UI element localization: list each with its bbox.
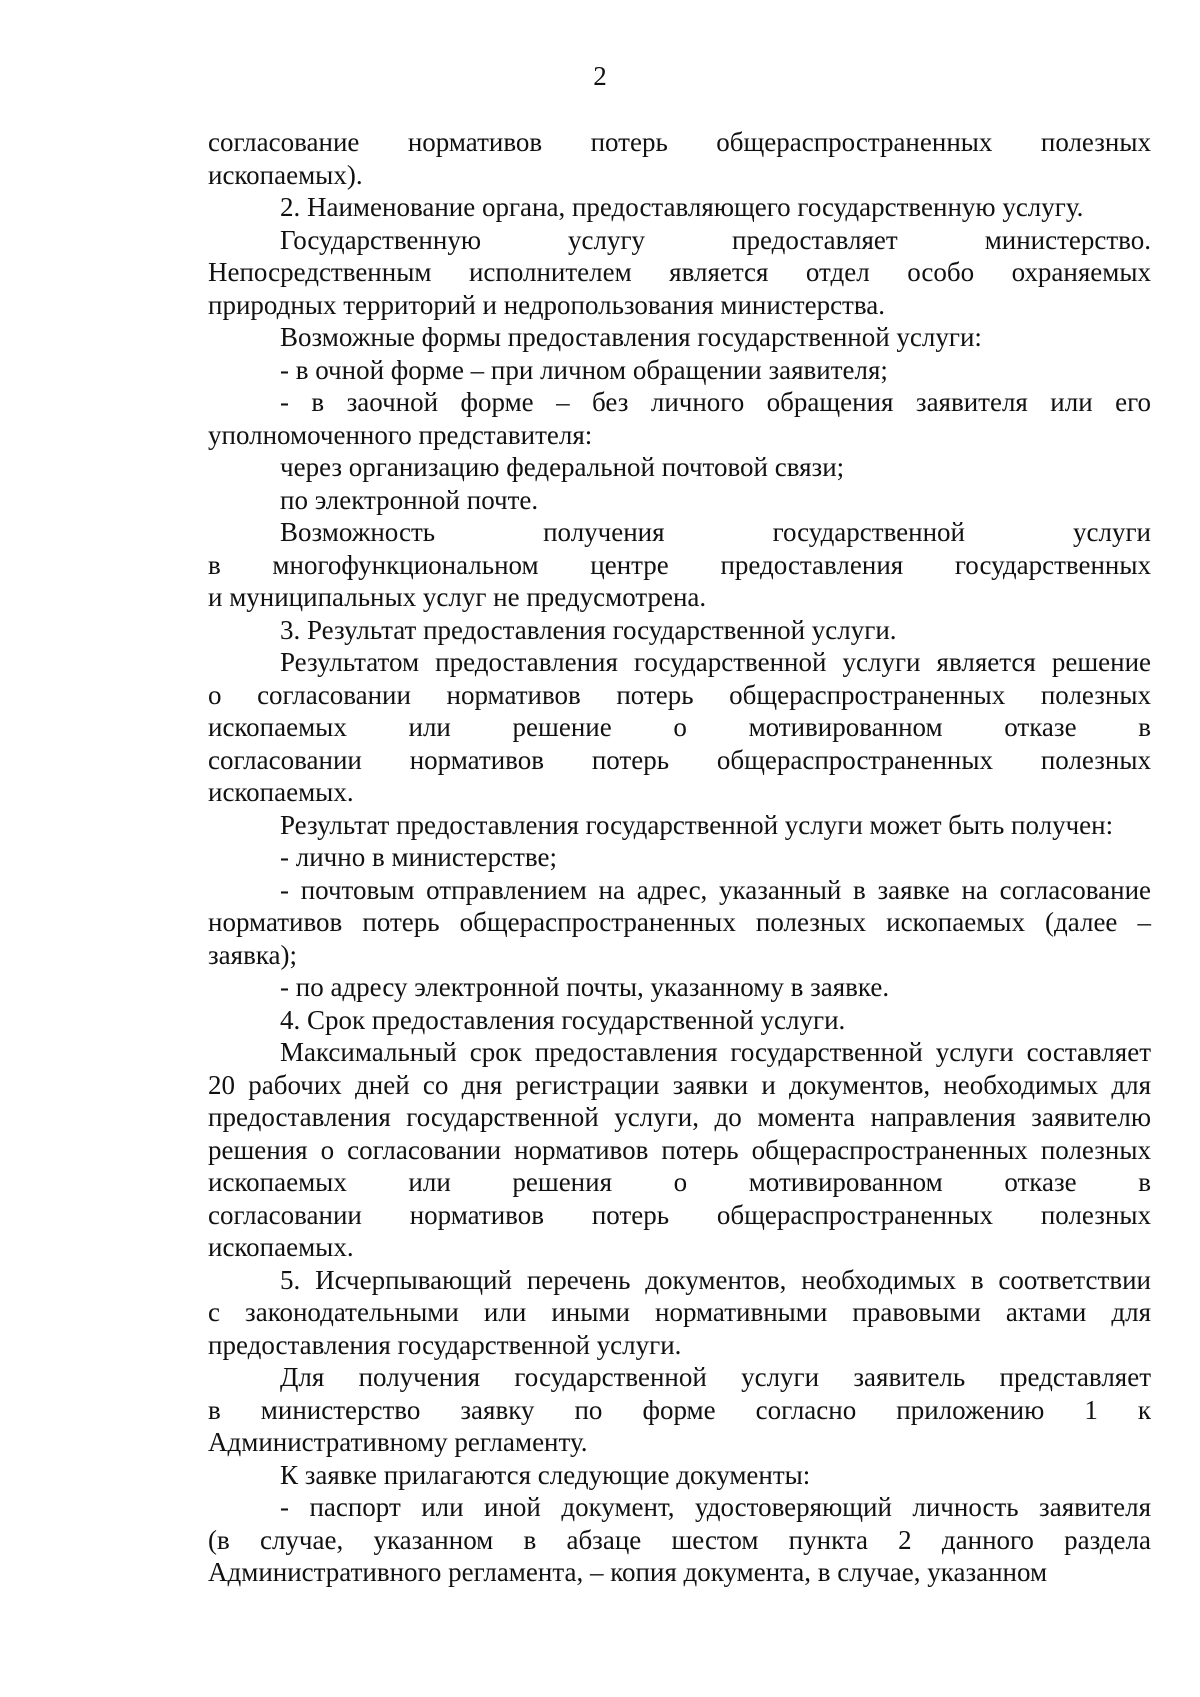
text-line: природных территорий и недропользования министерства. (208, 289, 885, 320)
text-line: Возможность получения государственной услуги (280, 517, 1151, 547)
text-line: и муниципальных услуг не предусмотрена. (208, 582, 707, 612)
paragraph (208, 224, 1151, 322)
text-line: Результатом предоставления государственной услуги является решение (280, 647, 1151, 677)
paragraph (208, 1361, 1151, 1459)
text-line: ископаемых. (208, 1232, 354, 1262)
text-line: Административному регламенту. (208, 1427, 588, 1457)
page-number: 2 (593, 61, 607, 91)
text-line: ископаемых или решения о мотивированном отказе в (208, 1167, 1151, 1197)
paragraph (208, 841, 1151, 874)
paragraph (208, 191, 1151, 224)
paragraph (208, 1264, 1151, 1362)
text-line: Максимальный срок предоставления государственной услуги составляет (280, 1037, 1151, 1067)
paragraph (208, 809, 1151, 842)
text-line: 20 рабочих дней со дня регистрации заявки и документов, необходимых для (208, 1069, 1151, 1100)
text-line: 5. Исчерпывающий перечень документов, необходимых в соответствии (280, 1264, 1151, 1295)
paragraph (208, 874, 1151, 972)
text-line: с законодательными или иными нормативными правовыми актами для (208, 1297, 1151, 1327)
paragraph (208, 971, 1151, 1004)
paragraph (208, 386, 1151, 451)
text-line: - почтовым отправлением на адрес, указанный в заявке на согласование (280, 874, 1151, 905)
text-line: Для получения государственной услуги заявитель представляет (280, 1362, 1151, 1392)
text-line: 3. Результат предоставления государственной услуги. (280, 614, 897, 645)
text-line: - лично в министерстве; (280, 842, 558, 872)
text-line: Возможные формы предоставления государственной услуги: (280, 322, 982, 352)
text-line: о согласовании нормативов потерь общераспространенных полезных (208, 679, 1151, 710)
paragraph (208, 126, 1151, 191)
paragraph (208, 484, 1151, 517)
paragraph (208, 646, 1151, 809)
text-line: в министерство заявку по форме согласно приложению 1 к (208, 1394, 1151, 1425)
text-line: ископаемых или решение о мотивированном отказе в (208, 712, 1151, 742)
text-line: предоставления государственной услуги, до момента направления заявителю (208, 1102, 1151, 1132)
text-line: в многофункциональном центре предоставления государственных (208, 549, 1151, 580)
text-line: ископаемых). (208, 159, 363, 190)
text-line: К заявке прилагаются следующие документы: (280, 1459, 811, 1490)
text-line: через организацию федеральной почтовой связи; (280, 452, 845, 482)
text-line: решения о согласовании нормативов потерь общераспространенных полезных (208, 1134, 1151, 1165)
paragraph (208, 451, 1151, 484)
text-line: уполномоченного представителя: (208, 419, 593, 450)
text-line: согласовании нормативов потерь общераспространенных полезных (208, 1199, 1151, 1230)
paragraph (208, 1004, 1151, 1037)
text-line: нормативов потерь общераспространенных полезных ископаемых (далее – (208, 907, 1151, 937)
text-line: - в заочной форме – без личного обращения заявителя или его (280, 387, 1151, 417)
text-line: Административного регламента, – копия документа, в случае, указанном (208, 1557, 1048, 1587)
text-line: заявка); (208, 939, 298, 970)
text-line: - в очной форме – при личном обращении заявителя; (280, 354, 888, 385)
text-line: (в случае, указанном в абзаце шестом пункта 2 данного раздела (208, 1524, 1151, 1555)
text-line: ископаемых. (208, 777, 354, 807)
text-line: Государственную услугу предоставляет министерство. (280, 224, 1151, 255)
text-line: 4. Срок предоставления государственной услуги. (280, 1004, 846, 1035)
paragraph (208, 354, 1151, 387)
text-line: - паспорт или иной документ, удостоверяющий личность заявителя (280, 1492, 1151, 1522)
paragraph (208, 1459, 1151, 1492)
paragraph (208, 516, 1151, 614)
text-line: 2. Наименование органа, предоставляющего государственную услугу. (280, 192, 1084, 222)
text-line: предоставления государственной услуги. (208, 1329, 682, 1360)
paragraph (208, 321, 1151, 354)
document-body (208, 126, 1151, 1589)
paragraph (208, 614, 1151, 647)
text-line: Непосредственным исполнителем является отдел особо охраняемых (208, 257, 1151, 287)
paragraph (208, 1036, 1151, 1264)
text-line: - по адресу электронной почты, указанному в заявке. (280, 972, 890, 1002)
text-line: по электронной почте. (280, 484, 539, 515)
paragraph (208, 1491, 1151, 1589)
text-line: согласование нормативов потерь общераспространенных полезных (208, 127, 1151, 157)
text-line: Результат предоставления государственной услуги может быть получен: (280, 809, 1114, 840)
text-line: согласовании нормативов потерь общераспространенных полезных (208, 744, 1151, 775)
